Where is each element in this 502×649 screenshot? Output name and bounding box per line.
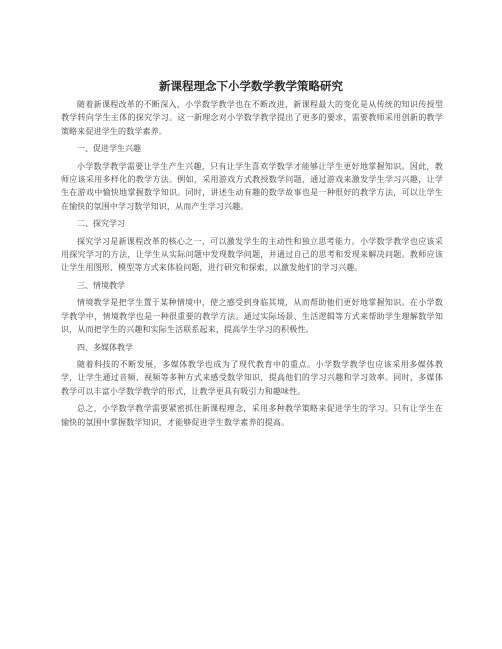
- section-body-multimedia: 随着科技的不断发展，多媒体教学也成为了现代教育中的重点。小学数学教学也应该采用多媒体教学，让学生通过音频、视频等多种方式来感受数学知识，提高他们的学习兴趣和学习效率。同时，多媒体教学可以丰富小学数学教学的形式，让教学更具有吸引力和趣味性。: [61, 359, 443, 396]
- section-body-inquiry: 探究学习是新课程改革的核心之一，可以激发学生的主动性和独立思考能力。小学数学教学也应该采用探究学习的方法，让学生从实际问题中发现数学问题，并通过自己的思考和发现来解决问题。教师应该让学生用图形、模型等方式来体验问题，进行研究和探索，以激发他们的学习兴趣。: [61, 236, 443, 273]
- intro-paragraph: 随着新课程改革的不断深入，小学数学教学也在不断改进，新课程最大的变化是从传统的知识传授型教学转向学生主体的探究学习。这一新理念对小学数学教学提出了更多的要求，需要教师采用创新的教学策略来促进学生的数学素养。: [61, 100, 443, 136]
- section-heading-multimedia: 四、多媒体教学: [77, 342, 133, 352]
- document-body: [61, 98, 443, 433]
- document-title: 新课程理念下小学数学教学策略研究: [159, 79, 343, 93]
- section-heading-interest: 一、促进学生兴趣: [77, 144, 141, 154]
- section-body-situational: 情境教学是把学生置于某种情境中，使之感受到身临其境，从而帮助他们更好地掌握知识。在小学数学教学中，情境教学也是一种很重要的教学方法。通过实际场景、生活逻辑等方式来帮助学生理解数学知识，从而把学生的兴趣和实际生活联系起来，提高学生学习的积极性。: [61, 298, 443, 335]
- section-heading-inquiry: 二、探究学习: [77, 219, 125, 229]
- section-body-interest: 小学数学教学需要让学生产生兴趣，只有让学生喜欢学数学才能够让学生更好地掌握知识。因此，教师应该采用多样化的教学方法。例如，采用游戏方式教授数学问题，通过游戏来激发学生学习兴趣，让学生在游戏中愉快地掌握数学知识。同时，讲述生动有趣的数学故事也是一种很好的教学方法，可以让学生在愉快的氛围中学习数学知识，从而产生学习兴趣。: [61, 161, 443, 211]
- section-heading-situational: 三、情境教学: [77, 280, 125, 290]
- conclusion-paragraph: 总之，小学数学教学需要紧密抓住新课程理念，采用多种教学策略来促进学生的学习。只有让学生在愉快的氛围中掌握数学知识，才能够促进学生数学素养的提高。: [61, 404, 443, 427]
